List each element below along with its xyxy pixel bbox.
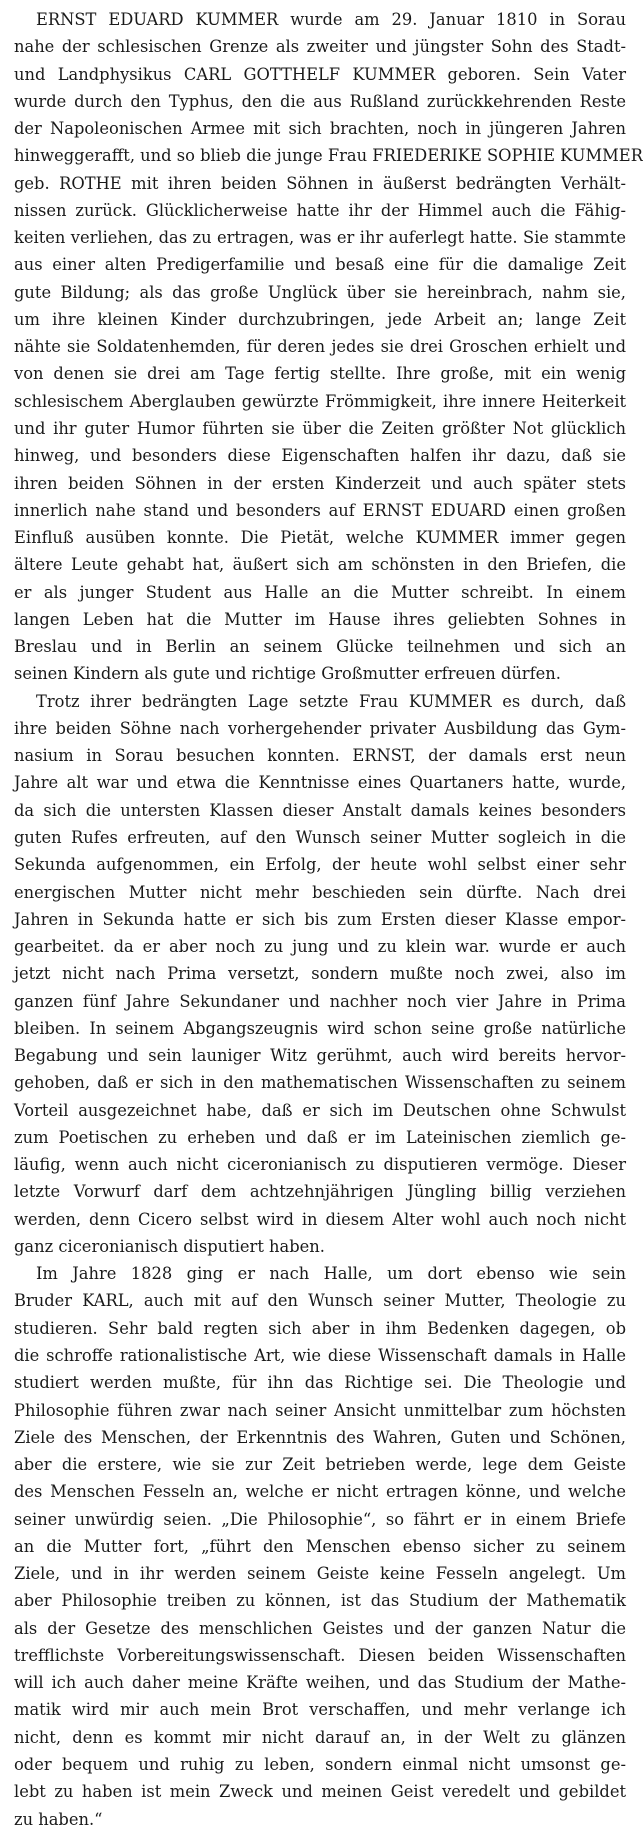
text-line: des Menschen Fesseln an, welche er nicht ertragen könne, und welche [14,1482,626,1502]
document-body [14,6,643,1833]
text-line: geb. ROTHE mit ihren beiden Söhnen in äußerst bedrängten Verhält- [14,173,626,193]
text-line: ganzen fünf Jahre Sekundaner und nachher noch vier Jahre in Prima [14,991,626,1011]
text-line: der Napoleonischen Armee mit sich brachten, noch in jüngeren Jahren [14,119,626,139]
paragraph [14,1260,626,1833]
text-line: seiner unwürdig seien. „Die Philosophie“, so fährt er in einem Briefe [14,1509,626,1529]
text-line: Sekunda aufgenommen, ein Erfolg, der heute wohl selbst einer sehr [14,855,626,875]
text-line: Einfluß ausüben konnte. Die Pietät, welche KUMMER immer gegen [14,528,626,548]
text-line: Vorteil ausgezeichnet habe, daß er sich im Deutschen ohne Schwulst [14,1100,626,1120]
text-line: trefflichste Vorbereitungswissenschaft. Diesen beiden Wissenschaften [14,1645,626,1665]
text-line: ganz ciceronianisch disputiert haben. [14,1236,325,1256]
text-line: und ihr guter Humor führten sie über die Zeiten größter Not glücklich [14,418,626,438]
text-line: nicht, denn es kommt mir nicht darauf an, in der Welt zu glänzen [14,1727,626,1747]
text-line: Ziele des Menschen, der Erkenntnis des Wahren, Guten und Schönen, [14,1427,626,1447]
text-line: gearbeitet. da er aber noch zu jung und zu klein war. wurde er auch [14,937,626,957]
text-line: lebt zu haben ist mein Zweck und meinen Geist veredelt und gebildet [14,1782,626,1802]
text-line: von denen sie drei am Tage fertig stellte. Ihre große, mit ein wenig [14,364,626,384]
text-line: als der Gesetze des menschlichen Geistes und der ganzen Natur die [14,1618,626,1638]
text-line: guten Rufes erfreuten, auf den Wunsch seiner Mutter sogleich in die [14,827,626,847]
text-line: wurde durch den Typhus, den die aus Rußland zurückkehrenden Reste [14,91,626,111]
text-line: läufig, wenn auch nicht ciceronianisch zu disputieren vermöge. Dieser [14,1155,626,1175]
text-line: ihren beiden Söhnen in der ersten Kinderzeit und auch später stets [14,473,626,493]
text-line: er als junger Student aus Halle an die Mutter schreibt. In einem [14,582,626,602]
text-line: hinweg, und besonders diese Eigenschaften halfen ihr dazu, daß sie [14,446,626,466]
text-line: jetzt nicht nach Prima versetzt, sondern mußte noch zwei, also im [14,964,626,984]
paragraph [14,688,626,1261]
text-line: Trotz ihrer bedrängten Lage setzte Frau KUMMER es durch, daß [36,691,626,711]
text-line: ältere Leute gehabt hat, äußert sich am schönsten in den Briefen, die [14,555,626,575]
text-line: Jahren in Sekunda hatte er sich bis zum Ersten dieser Klasse empor- [14,909,626,929]
text-line: letzte Vorwurf darf dem achtzehnjährigen Jüngling billig verziehen [14,1182,626,1202]
text-line: gehoben, daß er sich in den mathematischen Wissenschaften zu seinem [14,1073,626,1093]
text-line: bleiben. In seinem Abgangszeugnis wird schon seine große natürliche [14,1018,626,1038]
text-line: da sich die untersten Klassen dieser Anstalt damals keines besonders [14,800,626,820]
text-line: werden, denn Cicero selbst wird in diesem Alter wohl auch noch nicht [14,1209,626,1229]
text-line: Im Jahre 1828 ging er nach Halle, um dort ebenso wie sein [36,1264,626,1284]
text-line: oder bequem und ruhig zu leben, sondern einmal nicht umsonst ge- [14,1755,626,1774]
text-line: matik wird mir auch mein Brot verschaffen, und mehr verlange ich [14,1700,626,1720]
text-line: studiert werden mußte, für ihn das Richtige sei. Die Theologie und [14,1373,626,1393]
text-line: zu haben.“ [14,1809,103,1829]
text-line: nasium in Sorau besuchen konnten. ERNST, der damals erst neun [14,746,626,766]
text-line: Philosophie führen zwar nach seiner Ansicht unmittelbar zum höchsten [14,1400,626,1420]
text-line: Begabung und sein launiger Witz gerühmt, auch wird bereits hervor- [14,1046,626,1066]
text-line: keiten verliehen, das zu ertragen, was er ihr auferlegt hatte. Sie stammte [14,228,626,248]
text-line: um ihre kleinen Kinder durchzubringen, jede Arbeit an; lange Zeit [14,309,626,329]
text-line: aber Philosophie treiben zu können, ist das Studium der Mathematik [14,1591,626,1611]
text-line: will ich auch daher meine Kräfte weihen, und das Studium der Mathe- [14,1673,626,1693]
text-line: gute Bildung; als das große Unglück über sie hereinbrach, nahm sie, [14,282,626,302]
text-line: und Landphysikus CARL GOTTHELF KUMMER geboren. Sein Vater [14,64,626,84]
text-line: aber die erstere, wie sie zur Zeit betrieben werde, lege dem Geiste [14,1455,626,1475]
text-line: Jahre alt war und etwa die Kenntnisse eines Quartaners hatte, wurde, [14,773,626,793]
text-line: innerlich nahe stand und besonders auf ERNST EDUARD einen großen [14,500,626,520]
paragraph [14,6,643,688]
text-line: Breslau und in Berlin an seinem Glücke teilnehmen und sich an [14,637,626,657]
text-line: seinen Kindern als gute und richtige Großmutter erfreuen dürfen. [14,664,561,684]
text-line: langen Leben hat die Mutter im Hause ihres geliebten Sohnes in [14,609,626,629]
text-line: energischen Mutter nicht mehr beschieden sein dürfte. Nach drei [14,882,626,902]
text-line: an die Mutter fort, „führt den Menschen ebenso sicher zu seinem [14,1536,626,1556]
text-line: ihre beiden Söhne nach vorhergehender privater Ausbildung das Gym- [14,718,626,738]
text-line: zum Poetischen zu erheben und daß er im Lateinischen ziemlich ge- [14,1127,626,1147]
text-line: Ziele, und in ihr werden seinem Geiste keine Fesseln angelegt. Um [14,1564,626,1584]
text-line: aus einer alten Predigerfamilie und besaß eine für die damalige Zeit [14,255,626,275]
text-line: nahe der schlesischen Grenze als zweiter und jüngster Sohn des Stadt- [14,37,626,57]
text-line: studieren. Sehr bald regten sich aber in ihm Bedenken dagegen, ob [14,1318,626,1338]
text-line: hinweggerafft, und so blieb die junge Frau FRIEDERIKE SOPHIE KUMMER [14,146,643,166]
text-line: nissen zurück. Glücklicherweise hatte ihr der Himmel auch die Fähig- [14,200,626,220]
text-line: ERNST EDUARD KUMMER wurde am 29. Januar 1810 in Sorau [36,10,626,29]
text-line: Bruder KARL, auch mit auf den Wunsch seiner Mutter, Theologie zu [14,1291,626,1311]
text-line: schlesischem Aberglauben gewürzte Frömmigkeit, ihre innere Heiterkeit [14,391,626,411]
text-line: die schroffe rationalistische Art, wie diese Wissenschaft damals in Halle [14,1346,626,1366]
text-line: nähte sie Soldatenhemden, für deren jedes sie drei Groschen erhielt und [14,337,626,357]
